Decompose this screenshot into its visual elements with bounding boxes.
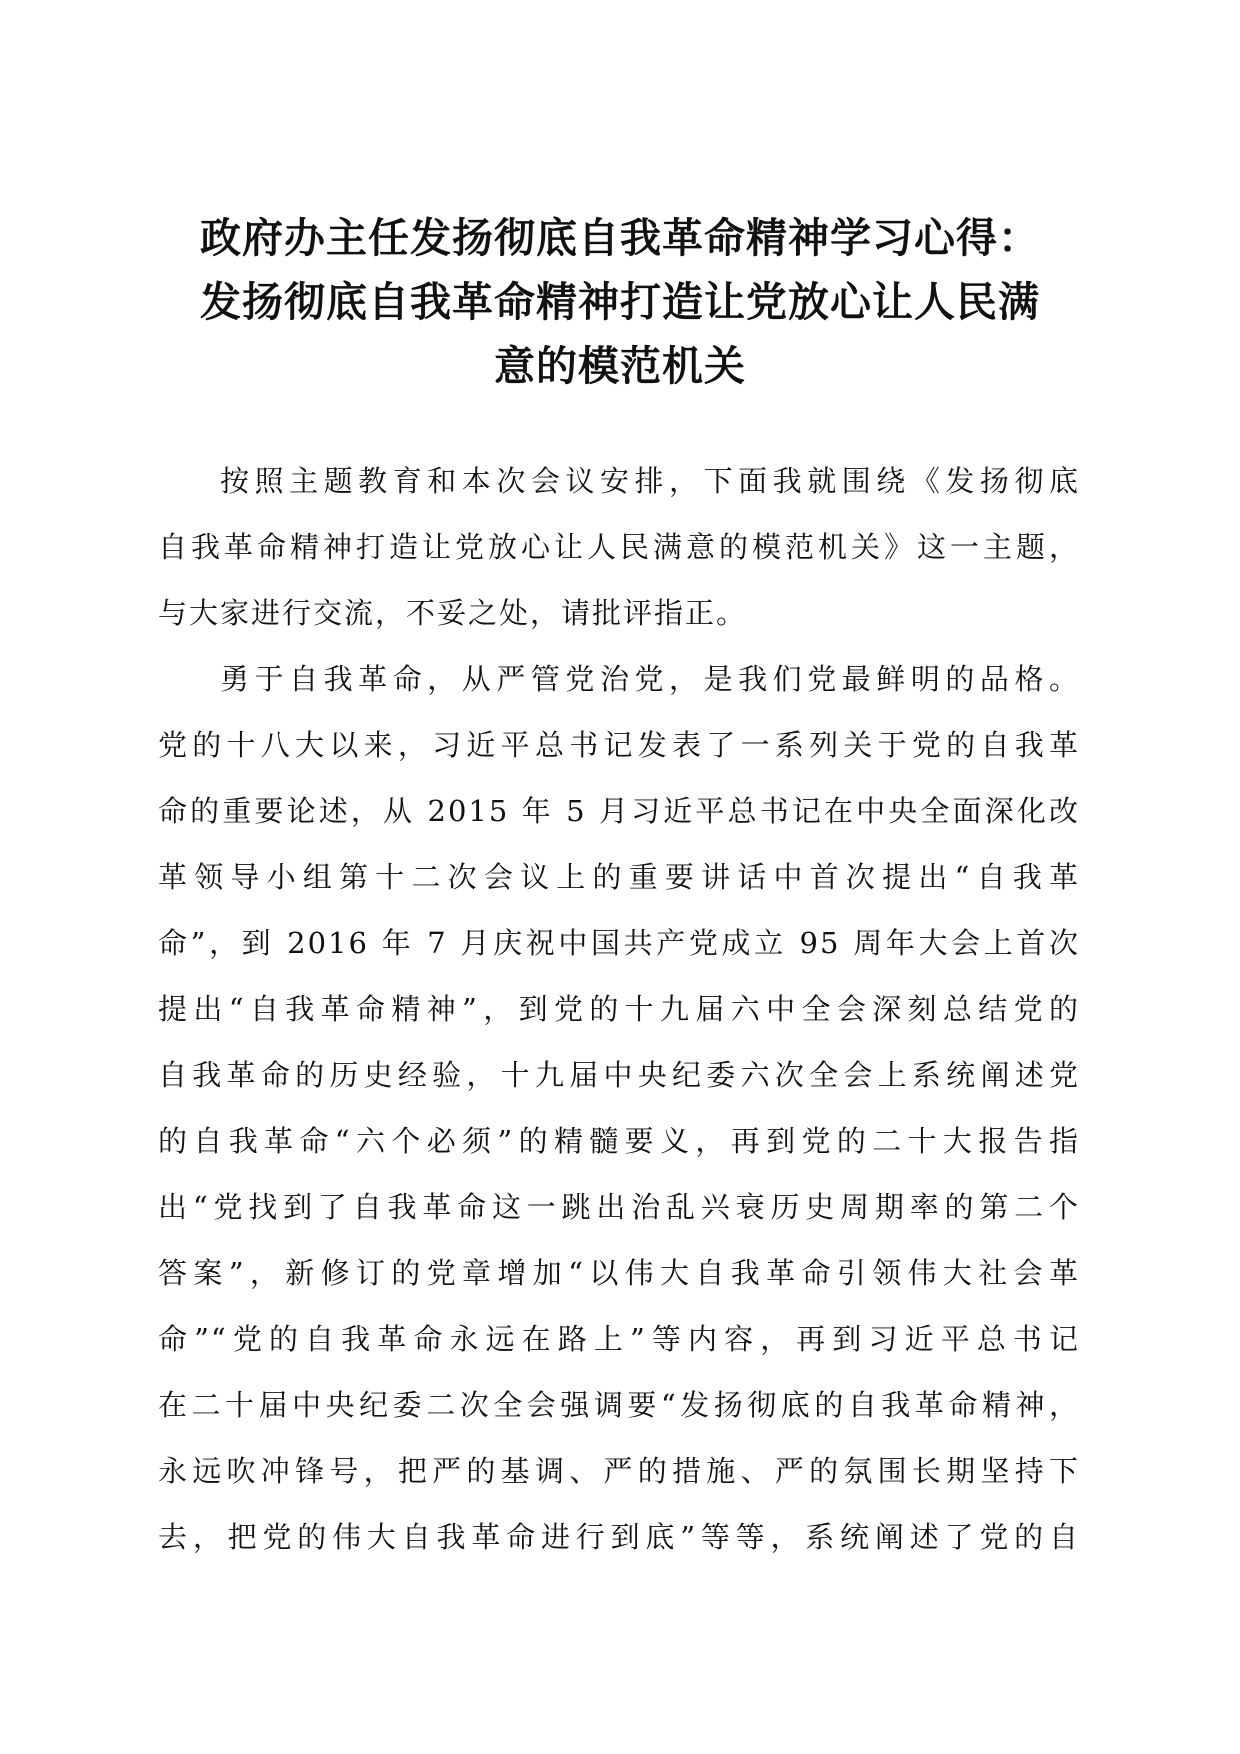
paragraph-2 — [158, 646, 1080, 1570]
paragraph-2-line-7: 自我革命的历史经验，十九届中央纪委六次全会上系统阐述党 — [158, 1058, 1080, 1092]
paragraph-1-line-3: 与大家进行交流，不妥之处，请批评指正。 — [158, 596, 748, 630]
paragraph-2-line-11: 命”“党的自我革命永远在路上”等内容，再到习近平总书记 — [158, 1322, 1080, 1356]
paragraph-2-line-13: 永远吹冲锋号，把严的基调、严的措施、严的氛围长期坚持下 — [158, 1454, 1080, 1488]
document-body — [158, 448, 1080, 1570]
paragraph-2-line-9: 出“党找到了自我革命这一跳出治乱兴衰历史周期率的第二个 — [158, 1190, 1080, 1224]
title-line-1: 政府办主任发扬彻底自我革命精神学习心得： — [200, 214, 1040, 262]
paragraph-2-line-1: 勇于自我革命，从严管党治党，是我们党最鲜明的品格。 — [220, 662, 1080, 696]
paragraph-2-line-14: 去，把党的伟大自我革命进行到底”等等，系统阐述了党的自 — [158, 1520, 1080, 1554]
paragraph-2-line-2: 党的十八大以来，习近平总书记发表了一系列关于党的自我革 — [158, 728, 1080, 762]
paragraph-2-line-6: 提出“自我革命精神”，到党的十九届六中全会深刻总结党的 — [158, 992, 1080, 1026]
document-title — [155, 206, 1085, 398]
title-line-2: 发扬彻底自我革命精神打造让党放心让人民满 — [200, 278, 1040, 326]
paragraph-2-line-4: 革领导小组第十二次会议上的重要讲话中首次提出“自我革 — [158, 860, 1080, 894]
paragraph-1-line-2: 自我革命精神打造让党放心让人民满意的模范机关》这一主题， — [158, 530, 1080, 564]
paragraph-2-line-5: 命”，到 2016 年 7 月庆祝中国共产党成立 95 周年大会上首次 — [158, 926, 1080, 960]
paragraph-2-line-12: 在二十届中央纪委二次全会强调要“发扬彻底的自我革命精神， — [158, 1388, 1080, 1422]
paragraph-1-line-1: 按照主题教育和本次会议安排，下面我就围绕《发扬彻底 — [220, 464, 1080, 498]
paragraph-2-line-10: 答案”，新修订的党章增加“以伟大自我革命引领伟大社会革 — [158, 1256, 1080, 1290]
paragraph-1 — [158, 448, 1080, 646]
title-line-3: 意的模范机关 — [494, 342, 746, 390]
paragraph-2-line-3: 命的重要论述，从 2015 年 5 月习近平总书记在中央全面深化改 — [158, 794, 1080, 828]
paragraph-2-line-8: 的自我革命“六个必须”的精髓要义，再到党的二十大报告指 — [158, 1124, 1080, 1158]
